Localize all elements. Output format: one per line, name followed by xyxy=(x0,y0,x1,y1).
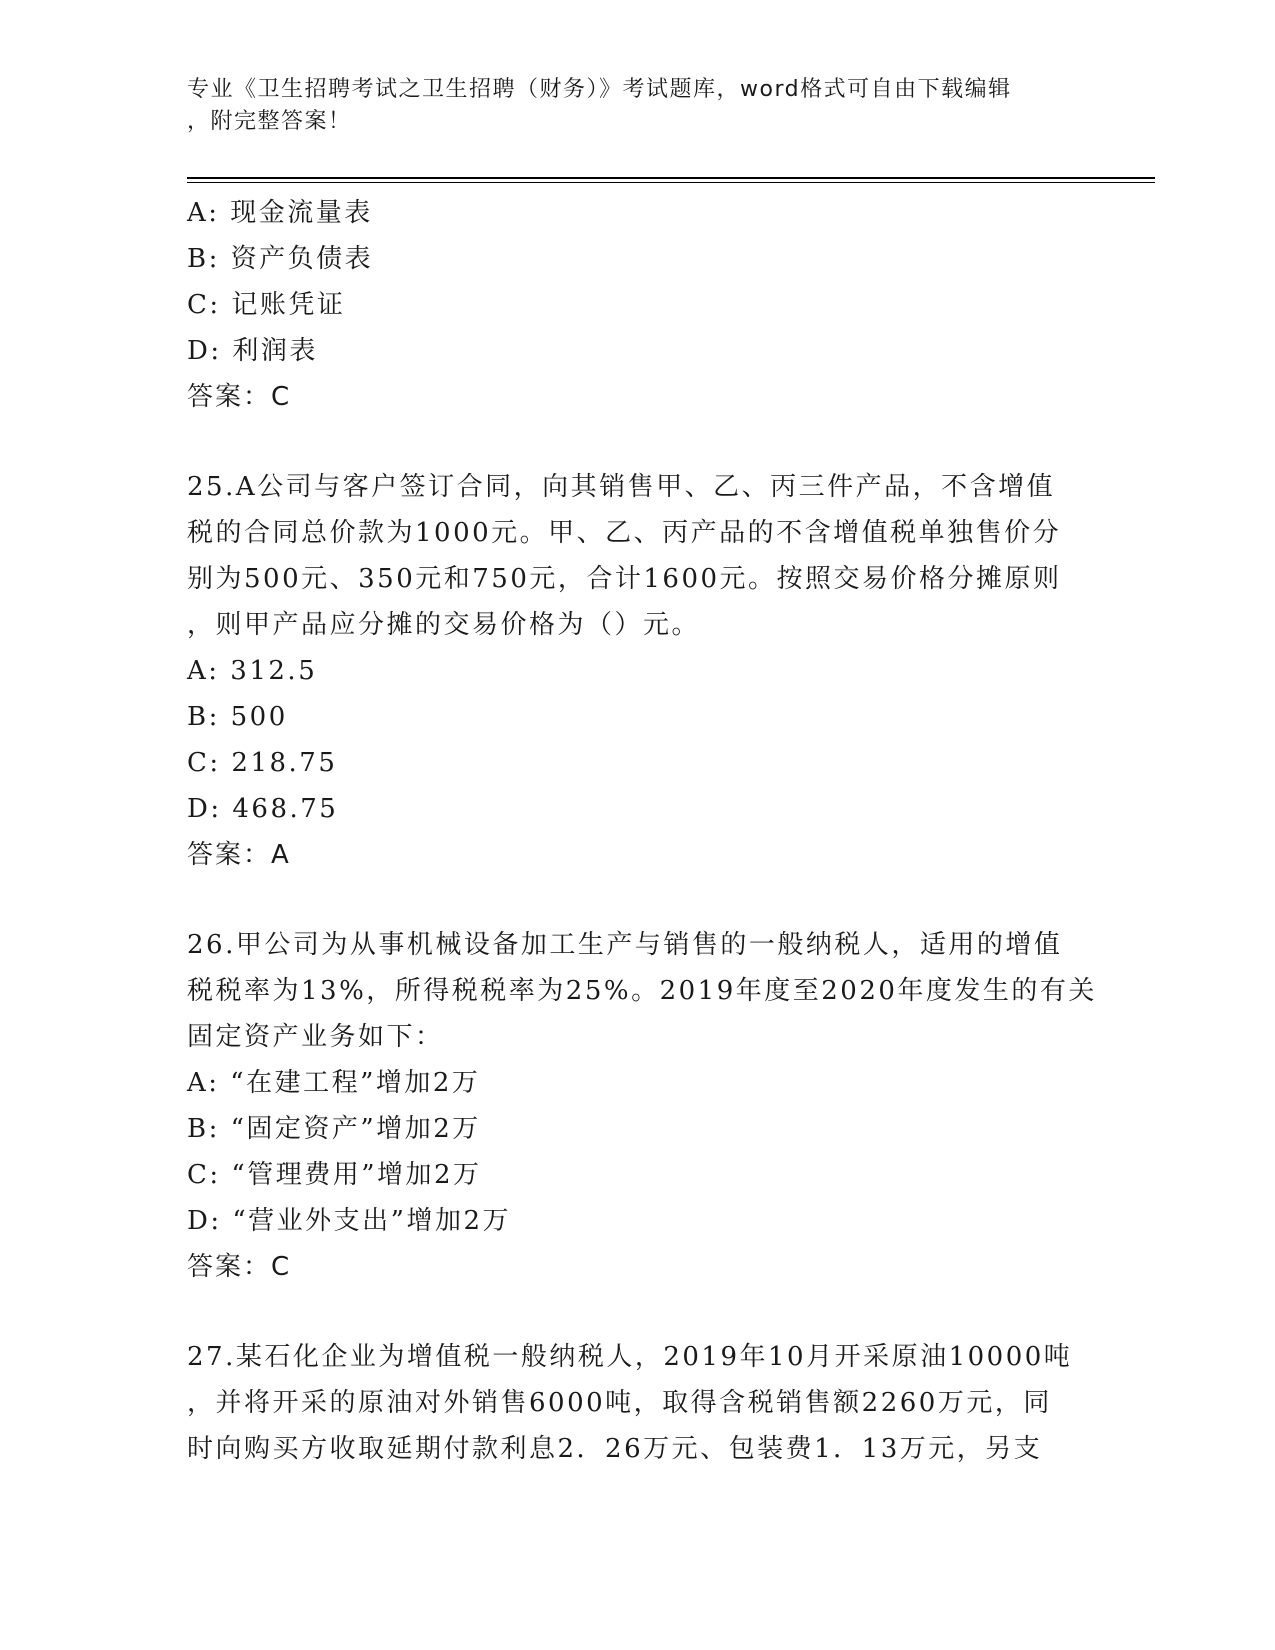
option-a: A: “在建工程”增加2万 xyxy=(187,1068,481,1098)
option-b: B: “固定资产”增加2万 xyxy=(187,1114,481,1144)
question-stem-line: 别为500元、350元和750元，合计1600元。按照交易价格分摊原则 xyxy=(187,564,1062,594)
document-header xyxy=(187,74,1067,138)
answer: 答案：C xyxy=(187,1252,292,1282)
option-a: A: 现金流量表 xyxy=(187,198,373,228)
option-c: C: 记账凭证 xyxy=(187,290,346,320)
option-c: C: 218.75 xyxy=(187,748,338,778)
option-a: A: 312.5 xyxy=(187,656,318,686)
option-d: D: “营业外支出”增加2万 xyxy=(187,1206,511,1236)
question-stem-line: ，并将开采的原油对外销售6000吨，取得含税销售额2260万元，同 xyxy=(187,1388,1052,1418)
header-divider-thin xyxy=(187,182,1155,183)
question-27 xyxy=(187,1334,1087,1472)
question-stem-line: 税税率为13%，所得税税率为25%。2019年度至2020年度发生的有关 xyxy=(187,976,1097,1006)
question-25 xyxy=(187,464,1087,878)
option-b: B: 500 xyxy=(187,702,288,732)
question-list xyxy=(187,190,1097,1472)
question-stem-line: 26.甲公司为从事机械设备加工生产与销售的一般纳税人，适用的增值 xyxy=(187,930,1063,960)
header-line-1: 专业《卫生招聘考试之卫生招聘（财务）》考试题库，word格式可自由下载编辑 xyxy=(187,77,1012,102)
question-26 xyxy=(187,922,1097,1290)
option-d: D: 利润表 xyxy=(187,336,318,366)
question-stem-line: 27.某石化企业为增值税一般纳税人，2019年10月开采原油10000吨 xyxy=(187,1342,1073,1372)
question-stem-line: ，则甲产品应分摊的交易价格为（）元。 xyxy=(187,610,701,640)
spacer xyxy=(187,878,1087,922)
option-b: B: 资产负债表 xyxy=(187,244,374,274)
question-stem-line: 25.A公司与客户签订合同，向其销售甲、乙、丙三件产品，不含增值 xyxy=(187,472,1056,502)
answer: 答案：A xyxy=(187,840,291,870)
question-stem-line: 时向购买方收取延期付款利息2．26万元、包装费1．13万元，另支 xyxy=(187,1434,1043,1464)
answer: 答案：C xyxy=(187,382,292,412)
option-d: D: 468.75 xyxy=(187,794,339,824)
option-c: C: “管理费用”增加2万 xyxy=(187,1160,482,1190)
header-divider-thick xyxy=(187,177,1155,179)
header-line-2: ，附完整答案！ xyxy=(187,109,352,134)
question-stem-line: 固定资产业务如下： xyxy=(187,1022,444,1052)
spacer xyxy=(187,420,1087,464)
question-stem-line: 税的合同总价款为1000元。甲、乙、丙产品的不含增值税单独售价分 xyxy=(187,518,1062,548)
question-24 xyxy=(187,190,1087,420)
spacer xyxy=(187,1290,1087,1334)
